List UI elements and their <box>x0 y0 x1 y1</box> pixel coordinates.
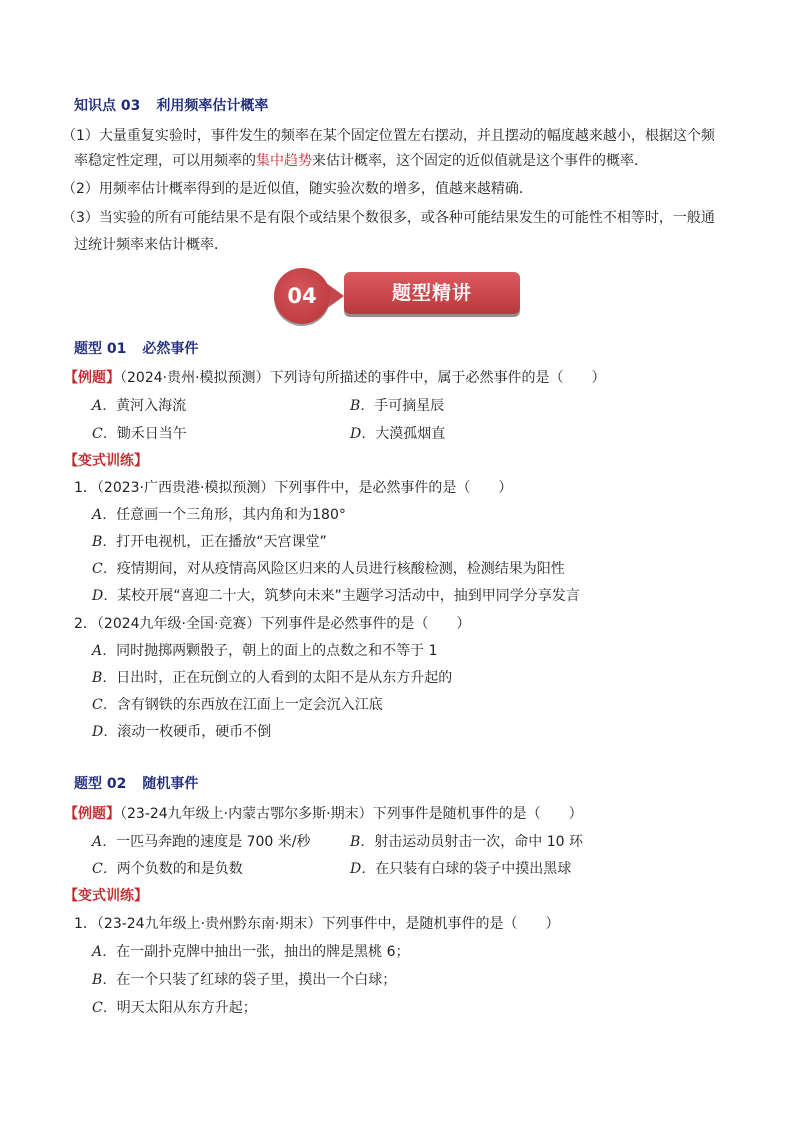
example-tag: 【例题】 <box>64 806 120 822</box>
knowledge-para-1b-post: 来估计概率，这个固定的近似值就是这个事件的概率． <box>312 153 648 169</box>
option-label: A． <box>92 643 117 659</box>
option-text: 在一副扑克牌中抽出一张，抽出的牌是黑桃 6； <box>116 944 410 960</box>
question-stem: 1．（2023·广西贵港·模拟预测）下列事件中，是必然事件的是（ ） <box>74 480 513 496</box>
option-b <box>350 396 444 416</box>
option-text: 任意画一个三角形，其内角和为180° <box>116 507 346 523</box>
option-label: C． <box>92 697 117 713</box>
training-tag: 【变式训练】 <box>64 453 148 469</box>
option-text: 某校开展“喜迎二十大，筑梦向未来”主题学习活动中，抽到甲同学分享发言 <box>117 588 580 604</box>
type1-heading <box>74 339 198 359</box>
question-stem: 1．（23-24九年级上·贵州黔东南·期末）下列事件中，是随机事件的是（ ） <box>74 916 560 932</box>
option-a <box>92 832 310 852</box>
option-label: B． <box>92 670 117 686</box>
knowledge-para-3a: （3）当实验的所有可能结果不是有限个或结果个数很多，或各种可能结果发生的可能性不相等时，一般通 <box>62 210 715 226</box>
banner-number-circle <box>274 268 330 324</box>
example-stem: （23-24九年级上·内蒙古鄂尔多斯·期末）下列事件是随机事件的是（ ） <box>120 806 583 822</box>
option-label: C． <box>92 561 117 577</box>
option-d <box>350 859 571 879</box>
option-c <box>92 695 383 715</box>
type1-example <box>64 368 606 388</box>
option-c <box>92 559 565 579</box>
option-text: 打开电视机，正在播放“天宫课堂” <box>116 534 327 550</box>
knowledge-para-1a: （1）大量重复实验时，事件发生的频率在某个固定位置左右摆动，并且摆动的幅度越来越小，根据这个频 <box>62 128 715 144</box>
option-text: 滚动一枚硬币，硬币不倒 <box>117 724 272 740</box>
option-d <box>92 586 580 606</box>
option-text: 一匹马奔跑的速度是 700 米/秒 <box>116 834 311 850</box>
option-text: 大漠孤烟直 <box>375 426 446 442</box>
option-label: C． <box>92 426 117 442</box>
option-text: 疫情期间，对从疫情高风险区归来的人员进行核酸检测，检测结果为阳性 <box>116 561 565 577</box>
option-text: 在只装有白球的袋子中摸出黑球 <box>375 861 572 877</box>
option-text: 日出时，正在玩倒立的人看到的太阳不是从东方升起的 <box>116 670 453 686</box>
option-text: 明天太阳从东方升起； <box>116 1000 257 1016</box>
option-text: 黄河入海流 <box>116 398 187 414</box>
knowledge-para-1b-pre: 率稳定性定理，可以用频率的 <box>74 153 256 169</box>
type2-heading-title: 随机事件 <box>142 776 199 792</box>
option-d <box>92 722 271 742</box>
option-label: B． <box>92 972 117 988</box>
option-label: C． <box>92 1000 117 1016</box>
banner-number: 04 <box>287 284 317 308</box>
option-label: C． <box>92 861 117 877</box>
option-a <box>92 396 186 416</box>
knowledge-para-2: （2）用频率估计概率得到的是近似值，随实验次数的增多，值越来越精确． <box>62 181 533 197</box>
option-text: 射击运动员射击一次，命中 10 环 <box>374 834 584 850</box>
option-label: B． <box>350 398 375 414</box>
highlight-text: 集中趋势 <box>256 153 312 169</box>
option-c <box>92 859 243 879</box>
knowledge-heading-title: 利用频率估计概率 <box>156 98 269 114</box>
option-text: 在一个只装了红球的袋子里，摸出一个白球； <box>116 972 397 988</box>
option-b <box>92 668 452 688</box>
option-label: A． <box>92 398 117 414</box>
option-c <box>92 424 187 444</box>
option-text: 同时抛掷两颗骰子，朝上的面上的点数之和不等于 1 <box>116 643 438 659</box>
option-c <box>92 998 257 1018</box>
knowledge-para-1b <box>74 151 648 171</box>
knowledge-heading <box>74 96 268 116</box>
training-tag: 【变式训练】 <box>64 888 148 904</box>
option-a <box>92 505 346 525</box>
knowledge-para-3b: 过统计频率来估计概率． <box>74 237 228 253</box>
option-label: A． <box>92 944 117 960</box>
option-label: D． <box>350 426 376 442</box>
option-d <box>350 424 445 444</box>
option-b <box>92 970 396 990</box>
option-a <box>92 942 409 962</box>
option-label: D． <box>350 861 376 877</box>
knowledge-heading-num: 知识点 03 <box>74 98 141 114</box>
example-stem: （2024·贵州·模拟预测）下列诗句所描述的事件中，属于必然事件的是（ ） <box>120 370 606 386</box>
option-b <box>350 832 583 852</box>
option-label: D． <box>92 588 118 604</box>
section-banner <box>272 268 522 326</box>
type2-heading <box>74 774 198 794</box>
banner-title: 题型精讲 <box>391 282 472 304</box>
type1-heading-title: 必然事件 <box>142 341 199 357</box>
option-label: B． <box>350 834 375 850</box>
option-b <box>92 532 327 552</box>
option-label: A． <box>92 834 117 850</box>
option-text: 含有钢铁的东西放在江面上一定会沉入江底 <box>116 697 383 713</box>
example-tag: 【例题】 <box>64 370 120 386</box>
option-text: 锄禾日当午 <box>116 426 187 442</box>
type1-heading-num: 题型 01 <box>74 341 127 357</box>
banner-title-bar <box>344 272 520 314</box>
type2-example <box>64 804 583 824</box>
option-label: B． <box>92 534 117 550</box>
option-label: A． <box>92 507 117 523</box>
option-label: D． <box>92 724 118 740</box>
type2-heading-num: 题型 02 <box>74 776 127 792</box>
question-stem: 2．（2024九年级·全国·竞赛）下列事件是必然事件的是（ ） <box>74 616 471 632</box>
option-text: 手可摘星辰 <box>374 398 445 414</box>
option-text: 两个负数的和是负数 <box>116 861 243 877</box>
option-a <box>92 641 437 661</box>
